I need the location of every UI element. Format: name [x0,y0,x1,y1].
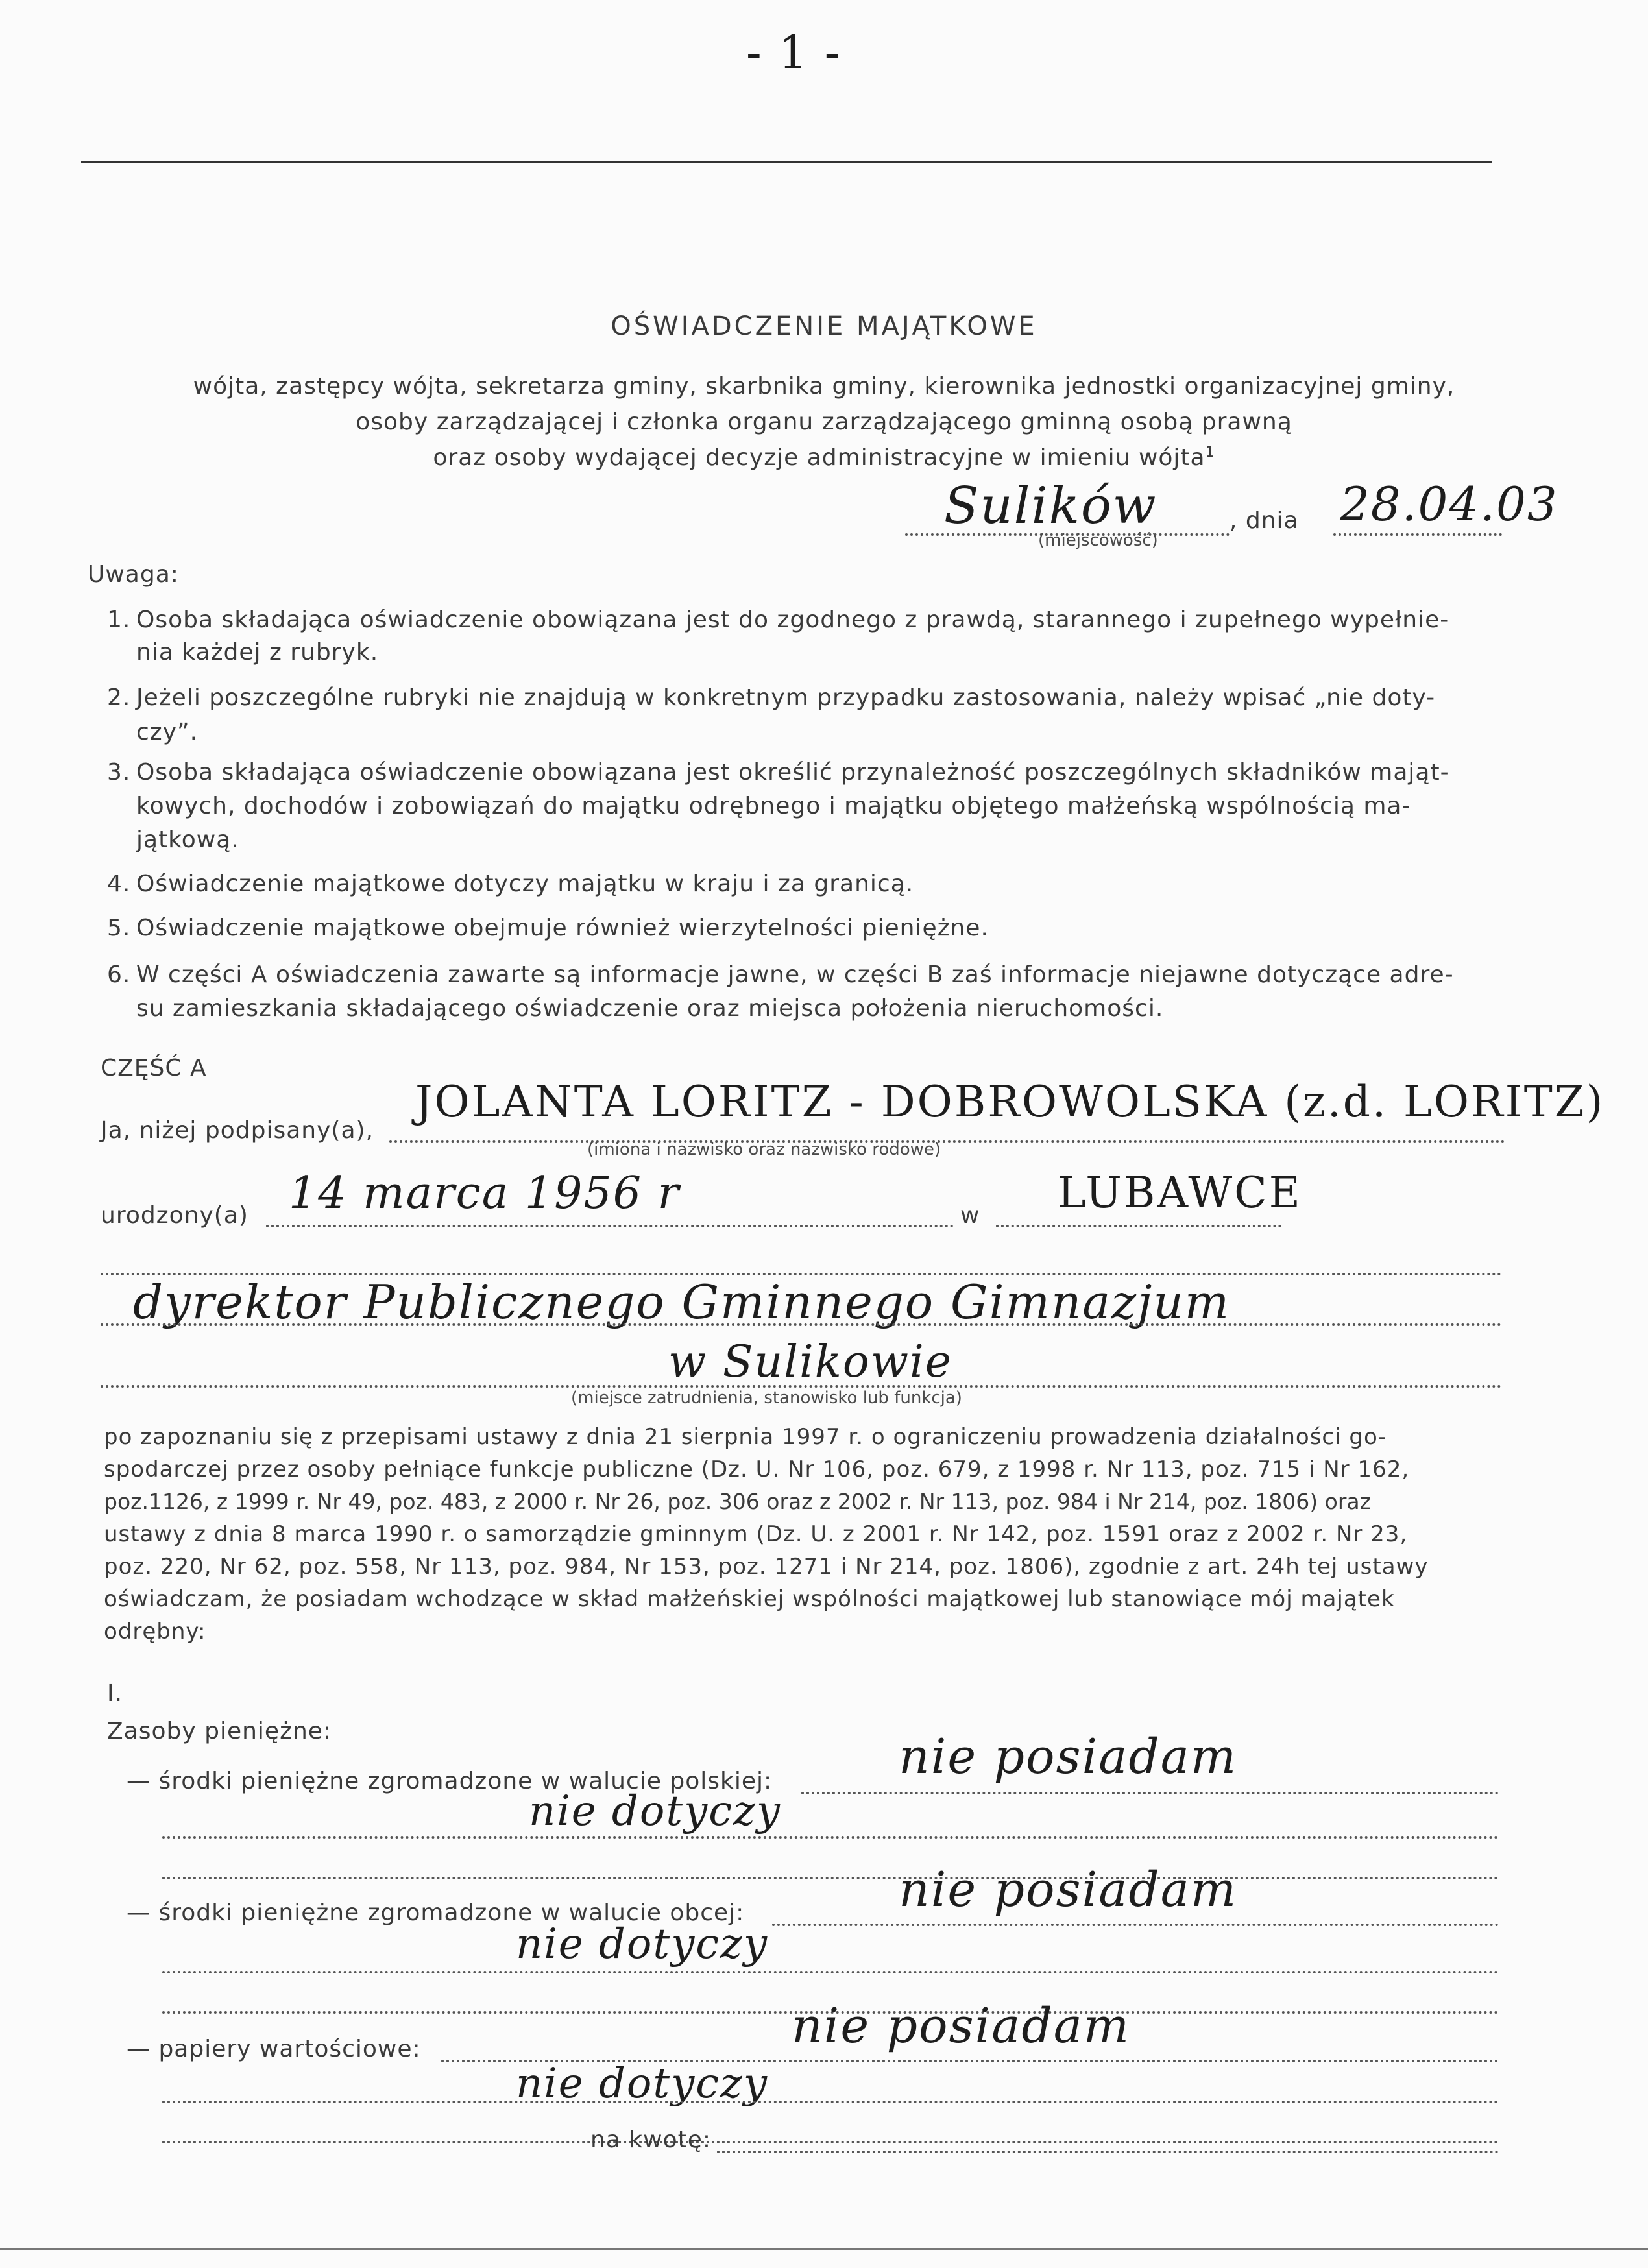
section-1-num: I. [107,1680,123,1707]
legal-line-5: poz. 220, Nr 62, poz. 558, Nr 113, poz. 984, Nr 153, poz. 1271 i Nr 214, poz. 1806), zgodnie z art. 24h tej ustawy [104,1554,1429,1580]
place-value: Sulików [944,477,1157,535]
note-3-line-3: jątkową. [136,826,239,853]
subtitle-line-3-text: oraz osoby wydającej decyzje administracyjne w imieniu wójta [433,444,1206,471]
job-dots-3 [101,1385,1502,1388]
legal-line-6: oświadczam, że posiadam wchodzące w skład małżeńskiej wspólności majątkowej lub stanowiące mój majątek [104,1586,1395,1612]
job-line-2: w Sulikowie [668,1336,953,1388]
note-2-line-2: czy”. [136,719,199,745]
date-value: 28.04.03 [1340,477,1558,531]
born-place: LUBAWCE [1058,1168,1302,1218]
note-3-num: 3. [107,759,131,786]
cash-pln-dots-3 [162,1877,1499,1879]
legal-line-3: poz.1126, z 1999 r. Nr 49, poz. 483, z 2000 r. Nr 26, poz. 306 oraz z 2002 r. Nr 113, poz. 984 i Nr 214, poz. 1806) oraz [104,1489,1371,1514]
note-1-num: 1. [107,607,131,633]
note-1-line-2: nia każdej z rubryk. [136,639,379,666]
page-number: - 1 - [746,26,842,79]
part-a-heading: CZĘŚĆ A [101,1055,207,1081]
note-6-num: 6. [107,961,131,988]
born-date-dots [266,1225,954,1227]
subtitle-line-1: wójta, zastępcy wójta, sekretarza gminy, skarbnika gminy, kierownika jednostki organizacyjnej gminy, [193,373,1455,400]
job-caption: (miejsce zatrudnienia, stanowisko lub funkcja) [571,1388,962,1408]
note-3-line-1: Osoba składająca oświadczenie obowiązana jest określić przynależność poszczególnych składników mająt- [136,759,1449,786]
amount-label: na kwotę: [590,2127,712,2153]
legal-line-2: spodarczej przez osoby pełniące funkcje publiczne (Dz. U. Nr 106, poz. 679, z 1998 r. Nr 113, poz. 715 i Nr 162, [104,1456,1410,1482]
notes-title: Uwaga: [88,561,179,588]
legal-line-7: odrębny: [104,1619,206,1645]
name-caption: (imiona i nazwisko oraz nazwisko rodowe) [587,1140,941,1159]
legal-line-1: po zapoznaniu się z przepisami ustawy z dnia 21 sierpnia 1997 r. o ograniczeniu prowadzenia działalności go- [104,1424,1387,1450]
securities-value: nie posiadam [792,1998,1130,2054]
cash-pln-value: nie posiadam [899,1729,1237,1785]
legal-line-4: ustawy z dnia 8 marca 1990 r. o samorządzie gminnym (Dz. U. z 2001 r. Nr 142, poz. 1591 oraz z 2002 r. Nr 23, [104,1521,1408,1547]
name-value: JOLANTA LORITZ - DOBROWOLSKA (z.d. LORITZ) [415,1077,1605,1127]
top-rule [81,161,1492,163]
subtitle-line-2: osoby zarządzającej i członka organu zarządzającego gminną osobą prawną [356,409,1292,435]
note-6-line-2: su zamieszkania składającego oświadczenie oraz miejsca położenia nieruchomości. [136,995,1164,1022]
cash-foreign-value-2: nie dotyczy [516,1920,768,1968]
note-5-num: 5. [107,915,131,941]
note-4-line-1: Oświadczenie majątkowe dotyczy majątku w kraju i za granicą. [136,871,914,897]
cash-foreign-dots [772,1924,1499,1926]
born-label: urodzony(a) [101,1202,248,1229]
name-dots [389,1140,1505,1143]
bottom-rule [0,2248,1648,2250]
note-1-line-1: Osoba składająca oświadczenie obowiązana jest do zgodnego z prawdą, starannego i zupełnego wypełnie- [136,607,1449,633]
date-dots [1333,533,1502,536]
note-3-line-2: kowych, dochodów i zobowiązań do majątku odrębnego i majątku objętego małżeńską wspólnością ma- [136,793,1411,819]
place-caption: (miejscowość) [1038,531,1158,550]
securities-dots-2 [162,2101,1499,2103]
born-place-dots [996,1225,1281,1227]
note-5-line-1: Oświadczenie majątkowe obejmuje również wierzytelności pieniężne. [136,915,989,941]
note-6-line-1: W części A oświadczenia zawarte są informacje jawne, w części B zaś informacje niejawne dotyczące adre- [136,961,1454,988]
signed-label: Ja, niżej podpisany(a), [101,1117,374,1144]
securities-label: — papiery wartościowe: [127,2036,421,2062]
job-line-1: dyrektor Publicznego Gminnego Gimnazjum [133,1275,1231,1329]
amount-dots [717,2151,1499,2153]
footnote-mark: 1 [1205,444,1215,461]
cash-foreign-value: nie posiadam [899,1862,1237,1918]
note-2-num: 2. [107,684,131,711]
securities-dots-3 [162,2141,1499,2143]
job-dots-2 [101,1323,1502,1326]
note-4-num: 4. [107,871,131,897]
cash-pln-label: — środki pieniężne zgromadzone w walucie polskiej: [127,1768,773,1794]
document-title: OŚWIADCZENIE MAJĄTKOWE [611,311,1037,341]
cash-pln-value-2: nie dotyczy [529,1787,781,1835]
born-in-label: w [960,1202,980,1229]
securities-value-2: nie dotyczy [516,2060,768,2108]
date-prefix: , dnia [1230,507,1299,534]
subtitle-line-3 [0,444,1648,471]
cash-pln-dots [801,1792,1499,1794]
cash-foreign-label: — środki pieniężne zgromadzone w walucie obcej: [127,1900,745,1926]
born-date: 14 marca 1956 r [289,1168,681,1219]
note-2-line-1: Jeżeli poszczególne rubryki nie znajdują w konkretnym przypadku zastosowania, należy wpisać „nie doty- [136,684,1436,711]
cash-foreign-dots-2 [162,1971,1499,1973]
section-1-heading: Zasoby pieniężne: [107,1718,332,1744]
cash-pln-dots-2 [162,1836,1499,1839]
